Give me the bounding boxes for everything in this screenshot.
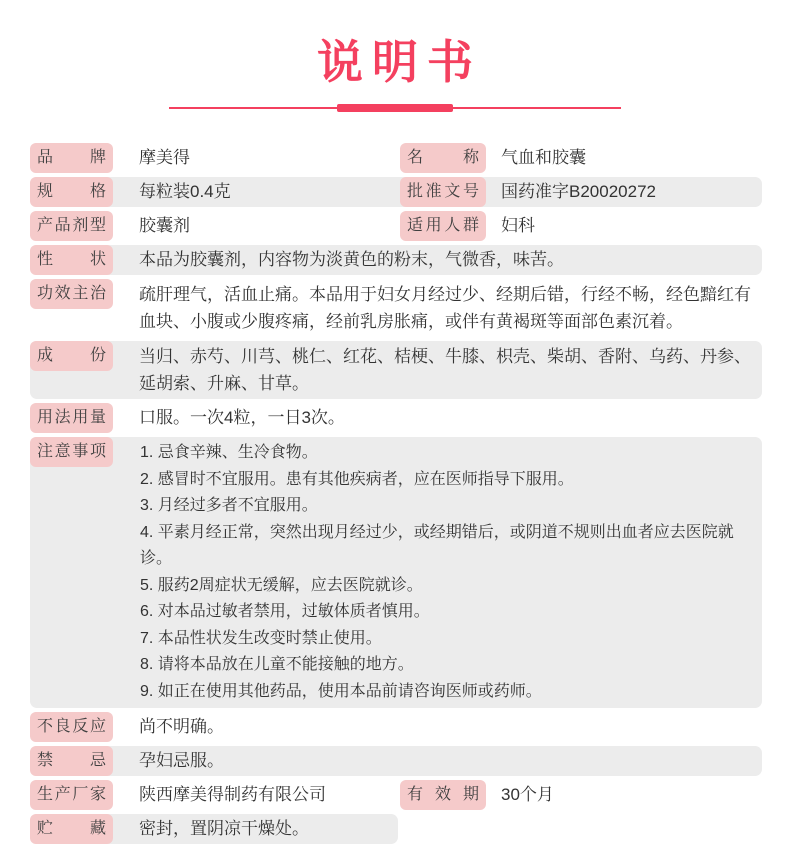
ingredients-label: 成份 — [30, 341, 113, 371]
row-spec-approval — [30, 177, 762, 207]
validity-value: 30个月 — [501, 785, 554, 804]
name-cell — [400, 143, 762, 173]
dosage-form-label: 产品剂型 — [30, 211, 113, 241]
spec-cell — [30, 177, 400, 207]
precaution-item: 7. 本品性状发生改变时禁止使用。 — [140, 629, 382, 647]
target-group-label: 适用人群 — [400, 211, 486, 241]
brand-cell — [30, 143, 400, 173]
target-group-cell — [400, 211, 762, 241]
title-underline — [169, 104, 621, 112]
manufacturer-cell — [30, 780, 400, 810]
precaution-item: 1. 忌食辛辣、生冷食物。 — [140, 444, 318, 461]
precautions-label: 注意事项 — [30, 437, 113, 467]
precaution-item: 8. 请将本品放在儿童不能接触的地方。 — [140, 656, 414, 673]
brand-label: 品牌 — [30, 143, 113, 173]
usage-value: 口服。一次4粒，一日3次。 — [139, 408, 345, 427]
row-contraindication — [30, 746, 762, 776]
header — [0, 0, 790, 112]
properties-label: 性状 — [30, 245, 113, 275]
name-label: 名称 — [400, 143, 486, 173]
adverse-reactions-label: 不良反应 — [30, 712, 113, 742]
indications-label: 功效主治 — [30, 279, 113, 309]
spec-label: 规格 — [30, 177, 113, 207]
storage-label: 贮藏 — [30, 814, 113, 844]
row-form-group — [30, 211, 762, 241]
usage-label: 用法用量 — [30, 403, 113, 433]
row-manufacturer-validity — [30, 780, 762, 810]
contraindication-label: 禁忌 — [30, 746, 113, 776]
approval-cell — [400, 177, 762, 207]
ingredients-value: 当归、赤芍、川芎、桃仁、红花、桔梗、牛膝、枳壳、柴胡、香附、乌药、丹参、延胡索、升麻、甘草。 — [139, 347, 751, 393]
precaution-item: 2. 感冒时不宜服用。患有其他疾病者，应在医师指导下服用。 — [140, 470, 574, 488]
adverse-reactions-value: 尚不明确。 — [139, 717, 224, 736]
dosage-form-value: 胶囊剂 — [139, 216, 190, 235]
storage-value: 密封，置阴凉干燥处。 — [139, 819, 309, 838]
precaution-item: 3. 月经过多者不宜服用。 — [140, 497, 318, 514]
validity-label: 有效期 — [400, 780, 486, 810]
approval-number-value: 国药准字B20020272 — [501, 182, 656, 201]
title-underline-thick-segment — [337, 104, 453, 112]
contraindication-value: 孕妇忌服。 — [139, 751, 224, 770]
row-adverse-reactions — [30, 712, 762, 742]
row-precautions — [30, 437, 762, 708]
precautions-list — [113, 437, 762, 708]
spec-table — [30, 143, 762, 844]
row-indications — [30, 279, 762, 337]
name-value: 气血和胶囊 — [501, 148, 586, 167]
page-title: 说明书 — [317, 37, 482, 88]
target-group-value: 妇科 — [501, 216, 535, 235]
indications-value: 疏肝理气，活血止痛。本品用于妇女月经过少、经期后错，行经不畅，经色黯红有血块、小腹或少腹疼痛，经前乳房胀痛，或伴有黄褐斑等面部色素沉着。 — [139, 285, 751, 331]
precaution-item: 5. 服药2周症状无缓解，应去医院就诊。 — [140, 576, 423, 594]
row-properties — [30, 245, 762, 275]
precaution-item: 6. 对本品过敏者禁用，过敏体质者慎用。 — [140, 603, 430, 620]
precaution-item: 9. 如正在使用其他药品，使用本品前请咨询医师或药师。 — [140, 682, 542, 700]
row-usage — [30, 403, 762, 433]
dosage-form-cell — [30, 211, 400, 241]
approval-number-label: 批准文号 — [400, 177, 486, 207]
properties-value: 本品为胶囊剂，内容物为淡黄色的粉末，气微香，味苦。 — [139, 250, 564, 269]
brand-value: 摩美得 — [139, 148, 190, 167]
spec-value: 每粒装0.4克 — [139, 182, 231, 201]
manufacturer-value: 陕西摩美得制药有限公司 — [139, 785, 326, 804]
validity-cell — [400, 780, 762, 810]
row-ingredients — [30, 341, 762, 399]
precaution-item: 4. 平素月经正常，突然出现月经过少，或经期错后，或阴道不规则出血者应去医院就诊。 — [140, 523, 734, 567]
row-storage — [30, 814, 398, 844]
manufacturer-label: 生产厂家 — [30, 780, 113, 810]
row-brand-name — [30, 143, 762, 173]
